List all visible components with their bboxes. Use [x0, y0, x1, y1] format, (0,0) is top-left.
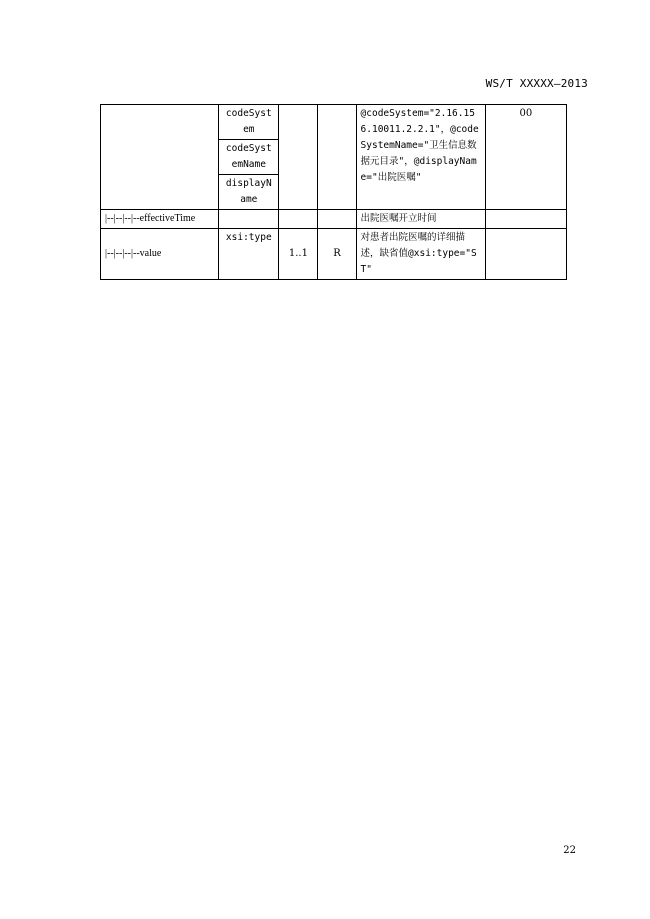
cardinality-cell: [279, 210, 318, 229]
attribute-cell-displayname: displayN ame: [219, 175, 279, 210]
document-standard-code: WS/T XXXXX—2013: [485, 77, 588, 90]
attribute-cell: xsi:type: [219, 229, 279, 280]
conformance-cell: R: [318, 229, 356, 280]
code-cell: 00: [485, 105, 566, 210]
description-cell: [356, 105, 485, 210]
attribute-cell: [219, 210, 279, 229]
table-row: [101, 105, 567, 140]
cardinality-cell: 1..1: [279, 229, 318, 280]
description-text: @codeSystem="2.16.156.10011.2.2.1"，@codeSystemName="卫生信息数据元目录"，@displayName="出院医嘱": [360, 108, 479, 183]
description-cell: 对患者出院医嘱的详细描述，缺省值@xsi:type="ST": [356, 229, 485, 280]
attribute-cell-codesystem: codeSyst em: [219, 105, 279, 140]
cardinality-cell: [279, 105, 318, 210]
code-cell: [485, 229, 566, 280]
table-row: [101, 229, 567, 280]
code-cell: [485, 210, 566, 229]
description-cell: 出院医嘱开立时间: [356, 210, 485, 229]
conformance-cell: [318, 210, 356, 229]
table-row: [101, 210, 567, 229]
spec-table: [100, 104, 567, 280]
attribute-cell-codesystemname: codeSyst emName: [219, 140, 279, 175]
conformance-cell: [318, 105, 356, 210]
element-path-cell: |--|--|--|--value: [101, 229, 219, 280]
element-path-cell: |--|--|--|--effectiveTime: [101, 210, 219, 229]
element-path-cell: [101, 105, 219, 210]
page-number: 22: [563, 845, 576, 856]
